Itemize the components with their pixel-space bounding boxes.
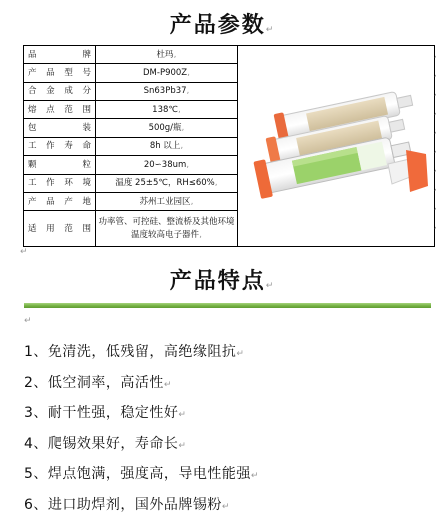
spec-key: 品 牌 — [24, 46, 96, 64]
spec-value: 500g/瓶, — [96, 119, 238, 137]
spec-key: 适用范围 — [24, 211, 96, 247]
spec-key: 工作环境 — [24, 174, 96, 192]
spec-value: Sn63Pb37, — [96, 82, 238, 100]
spec-value: 138℃, — [96, 101, 238, 119]
list-item: 4、爬锡效果好，寿命长↵ — [24, 435, 187, 452]
spec-value: 杜玛, — [96, 46, 238, 64]
section-title: 产品特点↵ — [169, 269, 276, 294]
spec-value: 苏州工业园区, — [96, 192, 238, 210]
paragraph-mark: ↵ — [24, 316, 32, 326]
spec-row — [24, 46, 435, 64]
spec-key: 产品型号 — [24, 64, 96, 82]
spec-table — [23, 45, 435, 247]
spec-value: 功率管、可控硅、整流桥及其他环境温度较高电子器件, — [96, 211, 238, 247]
spec-key: 合金成分 — [24, 82, 96, 100]
spec-value: 20∽38um, — [96, 156, 238, 174]
list-item: 6、进口助焊剂，国外品牌锡粉↵ — [24, 496, 230, 513]
solder-paste-syringe-icon — [238, 46, 434, 242]
paragraph-mark: ↵ — [20, 247, 28, 257]
feature-list — [24, 342, 259, 525]
product-image-cell — [238, 46, 435, 247]
spec-value: 温度 25±5℃，RH≤60%, — [96, 174, 238, 192]
spec-key: 熔点范围 — [24, 101, 96, 119]
spec-key: 产品产地 — [24, 192, 96, 210]
list-item: 5、焊点饱满，强度高，导电性能强↵ — [24, 466, 259, 482]
spec-key: 颗 粒 — [24, 156, 96, 174]
spec-key: 包 装 — [24, 119, 96, 137]
list-item: 3、耐干性强，稳定性好↵ — [24, 405, 187, 421]
spec-value: 8h 以上, — [96, 137, 238, 155]
page-title: 产品参数↵ — [169, 13, 276, 38]
list-item: 1、免清洗，低残留，高绝缘阻抗↵ — [24, 344, 245, 360]
section-divider — [24, 303, 431, 308]
list-item: 2、低空洞率，高活性↵ — [24, 374, 172, 391]
spec-value: DM-P900Z, — [96, 64, 238, 82]
paragraph-marks: , , , , , , , , , , — [434, 50, 437, 231]
spec-key: 工作寿命 — [24, 137, 96, 155]
